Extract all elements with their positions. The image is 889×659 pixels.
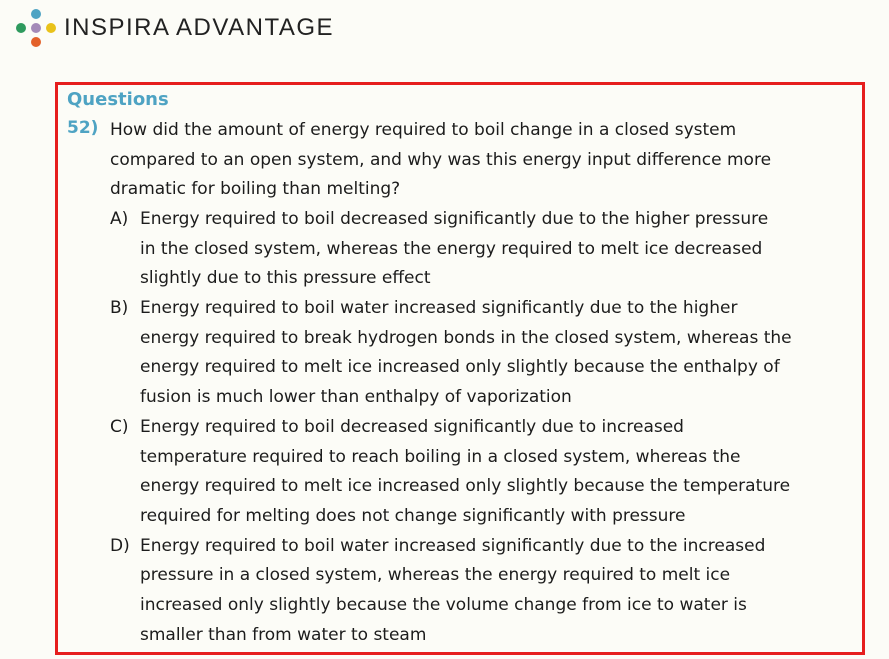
option-letter: B) [110, 298, 129, 319]
question-text [110, 116, 771, 205]
option-text [140, 413, 790, 532]
question-line: dramatic for boiling than melting? [110, 179, 401, 200]
option-line: required for melting does not change significantly with pressure [140, 505, 686, 526]
logo-dots-icon [16, 9, 56, 47]
option-line: in the closed system, whereas the energy required to melt ice decreased [140, 238, 763, 259]
option-text [140, 294, 792, 413]
option-line: pressure in a closed system, whereas the energy required to melt ice [140, 565, 731, 586]
option-line: increased only slightly because the volume change from ice to water is [140, 595, 747, 616]
section-title: Questions [67, 89, 169, 110]
question-line: How did the amount of energy required to boil change in a closed system [110, 120, 737, 140]
option-letter: D) [110, 535, 130, 556]
option-line: slightly due to this pressure effect [140, 268, 431, 289]
option-letter: C) [110, 416, 129, 437]
option-line: Energy required to boil water increased significantly due to the increased [140, 535, 766, 556]
option-line: energy required to melt ice increased only slightly because the temperature [140, 476, 791, 497]
option-line: fusion is much lower than enthalpy of vaporization [140, 387, 572, 408]
option-line: Energy required to boil decreased significantly due to the higher pressure [140, 209, 769, 229]
option-line: energy required to melt ice increased only slightly because the enthalpy of [140, 357, 780, 378]
question-line: compared to an open system, and why was this energy input difference more [110, 149, 772, 170]
question-number: 52) [67, 118, 99, 138]
brand-name: INSPIRA ADVANTAGE [64, 14, 335, 41]
option-letter: A) [110, 209, 129, 229]
option-line: smaller than from water to steam [140, 624, 427, 645]
option-line: energy required to break hydrogen bonds in the closed system, whereas the [140, 327, 792, 348]
option-line: temperature required to reach boiling in a closed system, whereas the [140, 446, 741, 467]
option-text [140, 205, 768, 294]
brand-logo [16, 9, 334, 47]
option-text [140, 532, 765, 651]
option-line: Energy required to boil water increased significantly due to the higher [140, 298, 738, 319]
option-line: Energy required to boil decreased significantly due to increased [140, 416, 684, 437]
